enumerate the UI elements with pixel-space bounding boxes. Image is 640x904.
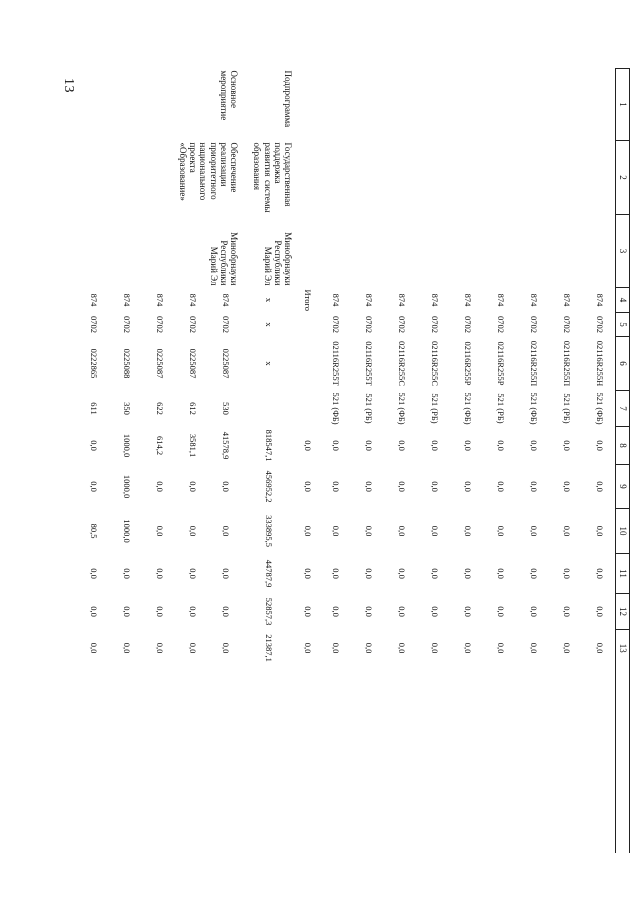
cell-expense-type: 521 (ФБ) — [528, 392, 539, 425]
table-row — [583, 69, 616, 853]
cell-year-4: 0,0 — [88, 568, 99, 579]
cell-year-1: 0,0 — [363, 440, 374, 451]
cell-year-5: 0,0 — [561, 606, 572, 617]
cell-year-4: 0,0 — [561, 568, 572, 579]
cell-year-6: 0,0 — [187, 642, 198, 654]
cell-year-1: 0,0 — [88, 440, 99, 451]
cell-grbs: 874 — [495, 293, 506, 307]
cell-expense-type: 521 (ФБ) — [462, 392, 473, 425]
cell-year-5: 0,0 — [528, 606, 539, 617]
cell-year-3: 0,0 — [462, 525, 473, 537]
activity-status: Основное мероприятие — [219, 70, 240, 121]
cell-grbs: 874 — [363, 293, 374, 307]
header-row — [616, 69, 630, 853]
cell-year-1: 0,0 — [396, 440, 407, 451]
cell-year-6: 0,0 — [220, 642, 231, 654]
cell-year-6: 0,0 — [594, 642, 605, 654]
subprogram-year-4: 44787,9 — [264, 559, 275, 588]
col-header-13: 13 — [616, 630, 630, 667]
cell-expense-type: 521 (ФБ) — [594, 392, 605, 425]
cell-grbs: 874 — [594, 293, 605, 307]
cell-year-1: 614,2 — [154, 435, 165, 456]
cell-year-1: 41578,9 — [220, 431, 231, 460]
cell-grbs: 874 — [154, 293, 165, 307]
cell-year-6: 0,0 — [462, 642, 473, 654]
cell-target-article: 0225088 — [121, 348, 132, 379]
cell-grbs: 874 — [462, 293, 473, 307]
cell-target-article: 02116R255T — [330, 341, 341, 386]
cell-section: 0702 — [495, 316, 506, 333]
cell-year-2: 0,0 — [429, 481, 440, 492]
cell-grbs: 874 — [528, 293, 539, 307]
cell-year-3: 0,0 — [396, 525, 407, 537]
cell-section: 0702 — [561, 316, 572, 333]
cell-year-2: 0,0 — [594, 481, 605, 492]
table-row — [517, 69, 550, 853]
subprogram-grbs: x — [264, 297, 275, 303]
cell-expense-type: 521 (ФБ) — [330, 392, 341, 425]
cell-target-article: 0225087 — [154, 348, 165, 379]
cell-section: 0702 — [429, 316, 440, 333]
table-row — [418, 69, 451, 853]
cell-year-6: 0,0 — [154, 642, 165, 654]
cell-section: 0702 — [363, 316, 374, 333]
cell-target-article: 02116R255C — [429, 340, 440, 387]
cell-section: 0702 — [462, 316, 473, 333]
cell-target-article: 02116R255P — [495, 341, 506, 386]
table-row — [352, 69, 385, 853]
subprogram-status: Подпрограмма — [283, 70, 294, 128]
total-row — [296, 69, 319, 853]
cell-year-5: 0,0 — [187, 606, 198, 617]
col-header-1: 1 — [616, 69, 630, 141]
col-header-7: 7 — [616, 391, 630, 427]
cell-year-6: 0,0 — [330, 642, 341, 654]
cell-expense-type: 530 — [220, 402, 231, 415]
cell-year-6: 0,0 — [429, 642, 440, 654]
cell-year-3: 0,0 — [330, 525, 341, 537]
cell-target-article: 02116R255C — [396, 340, 407, 387]
col-header-12: 12 — [616, 594, 630, 630]
cell-year-5: 0,0 — [121, 606, 132, 617]
total-label: Итого — [302, 289, 313, 312]
cell-year-2: 0,0 — [154, 481, 165, 492]
cell-year-5: 0,0 — [220, 606, 231, 617]
cell-expense-type: 521 (ФБ) — [396, 392, 407, 425]
cell-year-2: 0,0 — [561, 481, 572, 492]
subprogram-year-3: 333895,5 — [264, 515, 275, 547]
cell-year-2: 0,0 — [396, 481, 407, 492]
cell-section: 0702 — [528, 316, 539, 333]
cell-year-5: 0,0 — [495, 606, 506, 617]
cell-grbs: 874 — [187, 293, 198, 307]
table-row — [319, 69, 352, 853]
cell-year-3: 0,0 — [154, 525, 165, 537]
cell-year-4: 0,0 — [363, 568, 374, 579]
cell-year-1: 1000,0 — [121, 433, 132, 458]
page-number: 13 — [61, 78, 76, 93]
table-row — [484, 69, 517, 853]
cell-section: 0702 — [154, 316, 165, 333]
cell-section: 0702 — [121, 316, 132, 333]
budget-table — [77, 68, 631, 853]
cell-year-1: 0,0 — [495, 440, 506, 451]
table-row — [451, 69, 484, 853]
total-year-2: 0,0 — [302, 481, 313, 492]
cell-expense-type: 521 (РБ) — [429, 393, 440, 424]
col-header-9: 9 — [616, 465, 630, 509]
cell-year-4: 0,0 — [462, 568, 473, 579]
cell-year-4: 0,0 — [187, 568, 198, 579]
cell-expense-type: 622 — [154, 402, 165, 415]
cell-target-article: 02116R255П — [528, 340, 539, 387]
subprogram-year-6: 21387,1 — [264, 634, 275, 662]
total-year-4: 0,0 — [302, 568, 313, 579]
table-row — [550, 69, 583, 853]
cell-target-article: 0225087 — [220, 348, 231, 379]
cell-year-4: 0,0 — [495, 568, 506, 579]
cell-section: 0702 — [330, 316, 341, 333]
cell-year-2: 0,0 — [88, 481, 99, 492]
cell-year-3: 80,5 — [88, 523, 99, 539]
cell-year-6: 0,0 — [396, 642, 407, 654]
col-header-4: 4 — [616, 288, 630, 313]
cell-year-1: 0,0 — [429, 440, 440, 451]
cell-year-4: 0,0 — [594, 568, 605, 579]
cell-year-3: 0,0 — [528, 525, 539, 537]
subprogram-year-5: 52857,3 — [264, 597, 275, 626]
total-year-1: 0,0 — [302, 440, 313, 451]
col-header-2: 2 — [616, 141, 630, 215]
cell-year-2: 0,0 — [330, 481, 341, 492]
cell-expense-type: 521 (РБ) — [561, 393, 572, 424]
cell-year-5: 0,0 — [363, 606, 374, 617]
cell-year-6: 0,0 — [528, 642, 539, 654]
cell-year-3: 0,0 — [220, 525, 231, 537]
cell-year-2: 0,0 — [363, 481, 374, 492]
table-row — [385, 69, 418, 853]
cell-year-1: 0,0 — [528, 440, 539, 451]
cell-grbs: 874 — [330, 293, 341, 307]
cell-year-3: 0,0 — [429, 525, 440, 537]
cell-year-6: 0,0 — [561, 642, 572, 654]
cell-year-4: 0,0 — [154, 568, 165, 579]
total-year-6: 0,0 — [302, 642, 313, 654]
activity-executor: Минобрнауки Республики Марий Эл — [208, 232, 240, 286]
subprogram-expense-type — [242, 391, 296, 427]
cell-year-1: 0,0 — [561, 440, 572, 451]
cell-year-4: 0,0 — [121, 568, 132, 579]
col-header-3: 3 — [616, 215, 630, 288]
cell-year-5: 0,0 — [154, 606, 165, 617]
cell-year-1: 0,0 — [594, 440, 605, 451]
total-year-5: 0,0 — [302, 606, 313, 617]
col-header-6: 6 — [616, 337, 630, 391]
cell-year-5: 0,0 — [462, 606, 473, 617]
cell-target-article: 02116R255T — [363, 341, 374, 386]
col-header-8: 8 — [616, 427, 630, 465]
rotated-table-container — [88, 68, 630, 852]
cell-year-3: 0,0 — [561, 525, 572, 537]
cell-target-article: 0225087 — [187, 348, 198, 379]
cell-year-5: 0,0 — [88, 606, 99, 617]
cell-year-5: 0,0 — [594, 606, 605, 617]
cell-year-1: 0,0 — [462, 440, 473, 451]
cell-year-3: 0,0 — [187, 525, 198, 537]
cell-grbs: 874 — [396, 293, 407, 307]
subprogram-year-2: 456952,2 — [264, 470, 275, 503]
col-header-10: 10 — [616, 509, 630, 554]
cell-section: 0702 — [220, 316, 231, 333]
subprogram-section: x — [264, 322, 275, 327]
cell-year-6: 0,0 — [363, 642, 374, 654]
subprogram-row — [242, 69, 296, 853]
cell-section: 0702 — [88, 316, 99, 333]
cell-year-3: 0,0 — [495, 525, 506, 537]
cell-expense-type: 521 (РБ) — [363, 393, 374, 424]
cell-target-article: 0222865 — [88, 348, 99, 379]
cell-year-2: 0,0 — [220, 481, 231, 492]
cell-grbs: 874 — [429, 293, 440, 307]
cell-year-5: 0,0 — [429, 606, 440, 617]
cell-target-article: 02116R255П — [561, 340, 572, 387]
cell-year-2: 1000,0 — [121, 474, 132, 499]
cell-expense-type: 612 — [187, 402, 198, 415]
subprogram-target-article: x — [264, 361, 275, 366]
activity-row — [209, 69, 242, 853]
cell-year-2: 0,0 — [187, 481, 198, 492]
cell-year-3: 0,0 — [363, 525, 374, 537]
header-gap — [616, 667, 630, 853]
cell-year-4: 0,0 — [330, 568, 341, 579]
cell-section: 0702 — [594, 316, 605, 333]
cell-expense-type: 350 — [121, 402, 132, 415]
cell-target-article: 02116R255P — [462, 341, 473, 386]
cell-year-2: 0,0 — [495, 481, 506, 492]
cell-year-3: 1000,0 — [121, 519, 132, 543]
cell-year-6: 0,0 — [495, 642, 506, 654]
cell-expense-type: 611 — [88, 402, 99, 415]
cell-grbs: 874 — [561, 293, 572, 307]
col-header-5: 5 — [616, 313, 630, 337]
cell-year-5: 0,0 — [396, 606, 407, 617]
cell-target-article: 02116R255H — [594, 340, 605, 387]
cell-year-6: 0,0 — [88, 642, 99, 654]
total-year-3: 0,0 — [302, 525, 313, 537]
activity-name: Обеспечение реализации приоритетного национального проекта «Образование» — [177, 142, 240, 201]
cell-section: 0702 — [396, 316, 407, 333]
cell-year-5: 0,0 — [330, 606, 341, 617]
cell-grbs: 874 — [121, 293, 132, 307]
cell-year-2: 0,0 — [528, 481, 539, 492]
subprogram-executor: Минобрнауки Республики Марий Эл — [262, 232, 294, 286]
cell-year-2: 0,0 — [462, 481, 473, 492]
cell-year-1: 0,0 — [330, 440, 341, 451]
subprogram-year-1: 818547,1 — [264, 429, 275, 462]
cell-year-4: 0,0 — [220, 568, 231, 579]
cell-expense-type: 521 (РБ) — [495, 393, 506, 424]
col-header-11: 11 — [616, 554, 630, 594]
cell-year-6: 0,0 — [121, 642, 132, 654]
cell-year-4: 0,0 — [528, 568, 539, 579]
cell-grbs: 874 — [220, 293, 231, 307]
cell-year-4: 0,0 — [429, 568, 440, 579]
subprogram-name: Государственная поддержка развития системы образования — [252, 142, 294, 213]
cell-year-4: 0,0 — [396, 568, 407, 579]
cell-year-1: 3581,1 — [187, 433, 198, 458]
cell-grbs: 874 — [88, 293, 99, 307]
cell-year-3: 0,0 — [594, 525, 605, 537]
cell-section: 0702 — [187, 316, 198, 333]
